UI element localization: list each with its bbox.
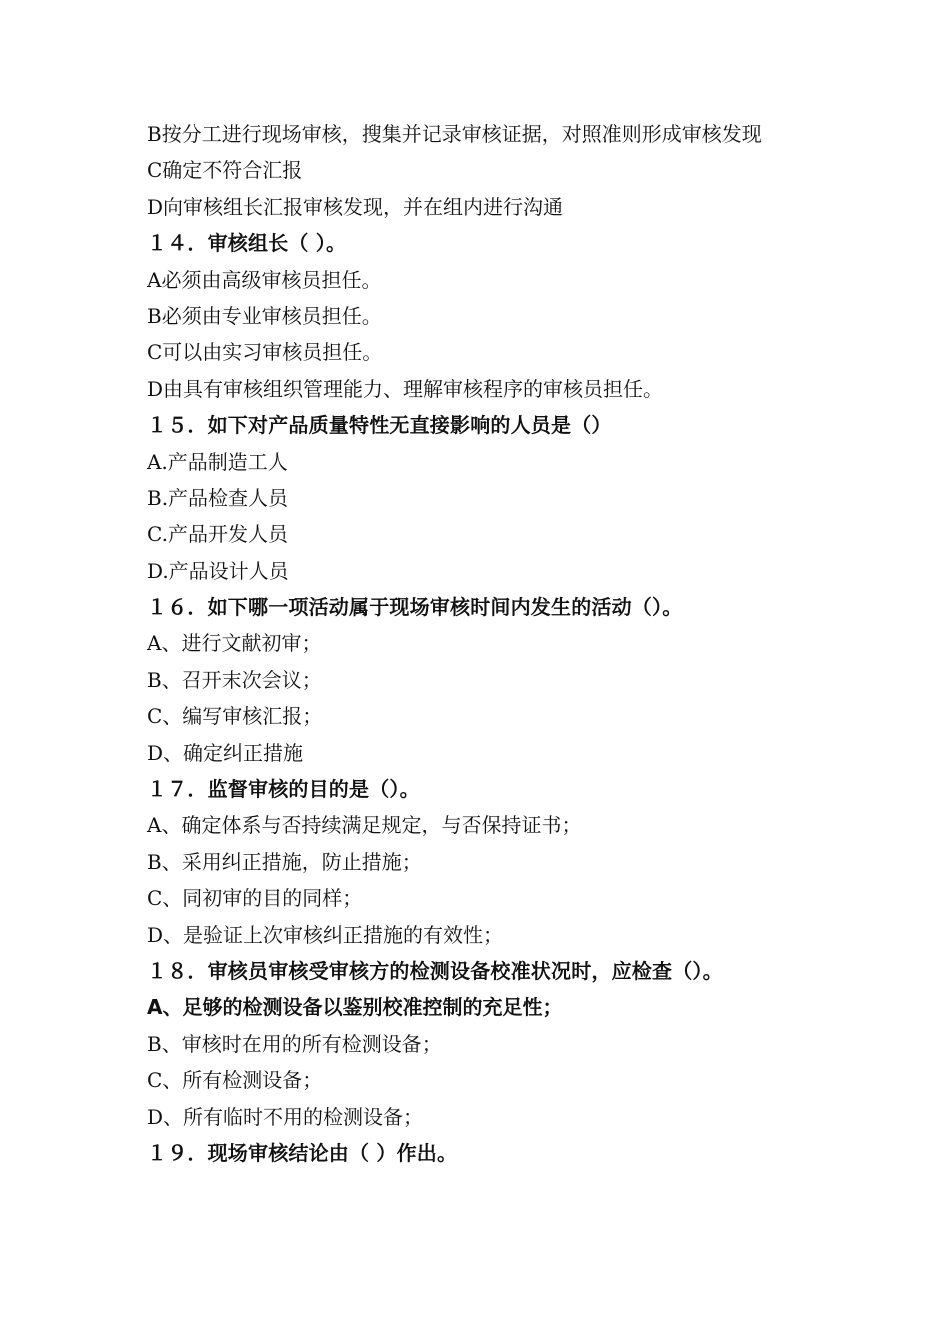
option-16a: A、进行文献初审； xyxy=(147,631,322,656)
option-14c: C可以由实习审核员担任。 xyxy=(147,340,383,365)
option-18b: B、审核时在用的所有检测设备； xyxy=(147,1031,442,1056)
option-14b: B必须由专业审核员担任。 xyxy=(147,303,382,328)
question-16: １６．如下哪一项活动属于现场审核时间内发生的活动（）。 xyxy=(147,595,683,620)
option-13d: D向审核组长汇报审核发现，并在组内进行沟通 xyxy=(147,194,564,219)
option-18c: C、所有检测设备； xyxy=(147,1068,323,1093)
option-17a: A、确定体系与否持续满足规定，与否保持证书； xyxy=(147,813,582,838)
option-15d: D.产品设计人员 xyxy=(147,558,289,583)
option-16c: C、编写审核汇报； xyxy=(147,704,323,729)
option-17b: B、采用纠正措施，防止措施； xyxy=(147,849,422,874)
question-15: １５．如下对产品质量特性无直接影响的人员是（） xyxy=(147,413,612,438)
option-17d: D、是验证上次审核纠正措施的有效性； xyxy=(147,922,504,947)
option-17c: C、同初审的目的同样； xyxy=(147,886,363,911)
option-14d: D由具有审核组织管理能力、理解审核程序的审核员担任。 xyxy=(147,376,664,401)
option-14a: A必须由高级审核员担任。 xyxy=(147,267,382,292)
question-18: １８．审核员审核受审核方的检测设备校准状况时，应检查（）。 xyxy=(147,959,723,983)
document-body xyxy=(147,116,827,1171)
option-15b: B.产品检查人员 xyxy=(147,485,289,510)
option-13b: B按分工进行现场审核，搜集并记录审核证据，对照准则形成审核发现 xyxy=(147,122,762,146)
question-19: １９．现场审核结论由（ ）作出。 xyxy=(147,1140,458,1165)
option-16b: B、召开末次会议； xyxy=(147,667,322,692)
option-13c: C确定不符合汇报 xyxy=(147,158,303,183)
question-17: １７．监督审核的目的是（）。 xyxy=(147,777,420,802)
option-18a-answer: A、足够的检测设备以鉴别校准控制的充足性； xyxy=(147,995,563,1020)
question-14: １４．审核组长（ ）。 xyxy=(147,231,347,256)
option-15a: A.产品制造工人 xyxy=(147,449,288,474)
option-15c: C.产品开发人员 xyxy=(147,522,288,547)
option-18d: D、所有临时不用的检测设备； xyxy=(147,1104,424,1129)
option-16d: D、确定纠正措施 xyxy=(147,740,304,765)
